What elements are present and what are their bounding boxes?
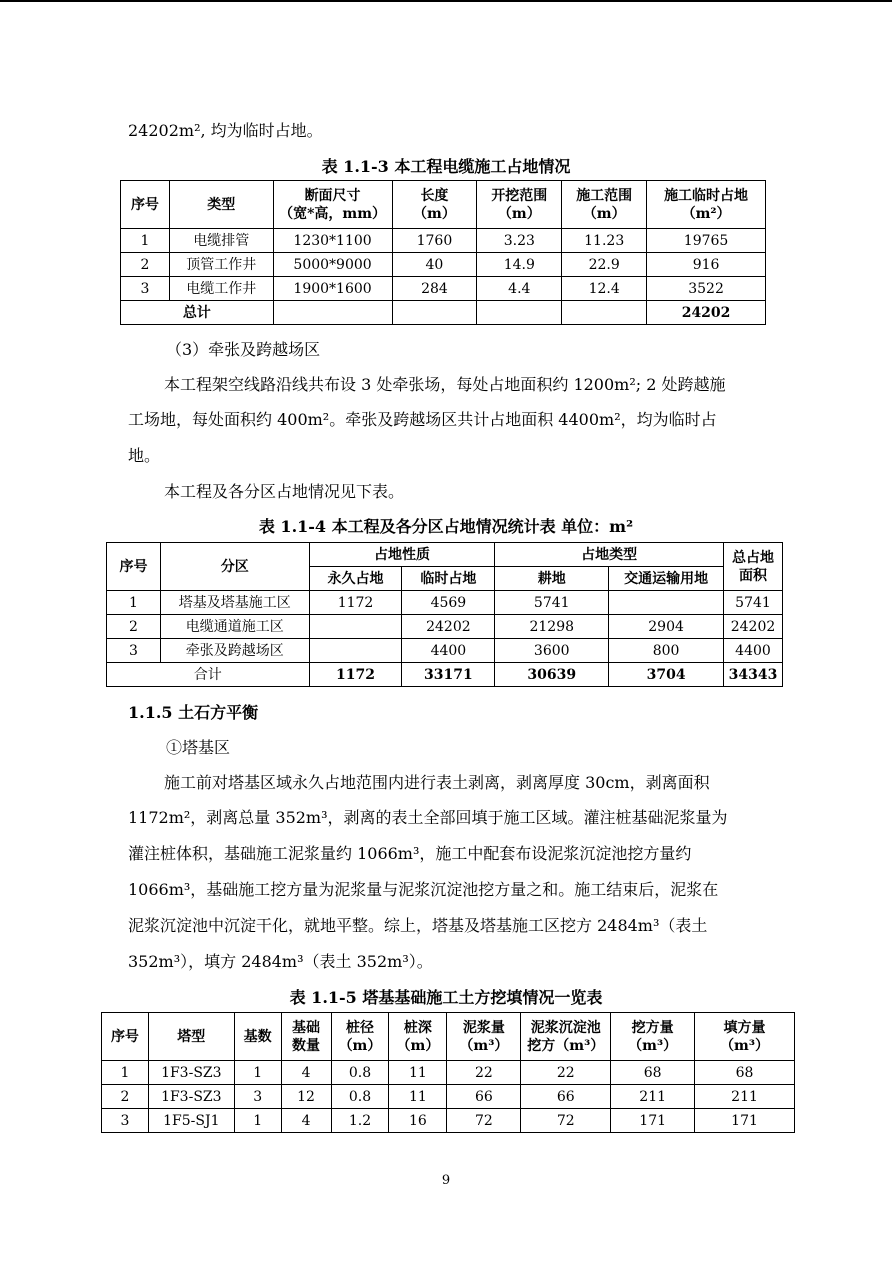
header-cell: 永久占地 bbox=[309, 567, 402, 591]
table-cell: 72 bbox=[521, 1109, 611, 1133]
header-cell: 耕地 bbox=[495, 567, 609, 591]
table-cell: 19765 bbox=[647, 229, 766, 253]
table-cell bbox=[309, 639, 402, 663]
header-cell: 分区 bbox=[160, 543, 309, 591]
table-cell: 3 bbox=[234, 1085, 281, 1109]
table-row bbox=[107, 639, 783, 663]
table-1-1-4 bbox=[106, 542, 783, 687]
paragraph-line: 1172m²，剥离总量 352m³，剥离的表土全部回填于施工区域。灌注桩基础泥浆量为 bbox=[128, 808, 728, 827]
header-cell: 开挖范围 （m） bbox=[477, 181, 562, 229]
header-cell: 长度 （m） bbox=[392, 181, 477, 229]
header-cell: 桩深 （m） bbox=[389, 1013, 447, 1061]
page-number: 9 bbox=[441, 1173, 451, 1188]
table-cell: 800 bbox=[609, 639, 724, 663]
table-cell: 12.4 bbox=[562, 277, 647, 301]
total-value: 1172 bbox=[309, 663, 402, 687]
total-value: 3704 bbox=[609, 663, 724, 687]
table-cell: 4400 bbox=[402, 639, 495, 663]
table-cell: 22 bbox=[521, 1061, 611, 1085]
table-cell: 1760 bbox=[392, 229, 477, 253]
table-1-1-4-caption: 表 1.1-4 本工程及各分区占地情况统计表 单位：m² bbox=[258, 517, 634, 536]
table-cell: 1 bbox=[234, 1109, 281, 1133]
page-top-border bbox=[0, 0, 892, 2]
table-cell: 2 bbox=[102, 1085, 149, 1109]
subheading-tower-area: ①塔基区 bbox=[166, 738, 231, 757]
table-total-row bbox=[121, 301, 766, 325]
paragraph-line: 施工前对塔基区域永久占地范围内进行表土剥离，剥离厚度 30cm，剥离面积 bbox=[164, 773, 710, 792]
table-cell: 牵张及跨越场区 bbox=[160, 639, 309, 663]
total-value: 24202 bbox=[647, 301, 766, 325]
table-cell: 171 bbox=[695, 1109, 795, 1133]
table-cell: 2904 bbox=[609, 615, 724, 639]
table-cell: 11.23 bbox=[562, 229, 647, 253]
table-cell bbox=[392, 301, 477, 325]
table-cell: 16 bbox=[389, 1109, 447, 1133]
table-cell: 66 bbox=[521, 1085, 611, 1109]
table-cell: 5000*9000 bbox=[273, 253, 392, 277]
table-1-1-5-caption: 表 1.1-5 塔基基础施工土方挖填情况一览表 bbox=[289, 988, 603, 1007]
section-heading-1-1-5: 1.1.5 土石方平衡 bbox=[128, 703, 259, 722]
table-cell bbox=[273, 301, 392, 325]
table-cell: 22 bbox=[447, 1061, 521, 1085]
header-cell: 基数 bbox=[234, 1013, 281, 1061]
header-cell: 序号 bbox=[107, 543, 161, 591]
paragraph-line: 24202m², 均为临时占地。 bbox=[128, 121, 323, 140]
table-cell: 211 bbox=[695, 1085, 795, 1109]
table-cell: 塔基及塔基施工区 bbox=[160, 591, 309, 615]
table-1-1-3-caption: 表 1.1-3 本工程电缆施工占地情况 bbox=[321, 157, 571, 176]
total-value: 34343 bbox=[723, 663, 782, 687]
header-cell: 占地类型 bbox=[495, 543, 724, 567]
paragraph-line: 352m³），填方 2484m³（表土 352m³）。 bbox=[128, 952, 433, 971]
table-header-row bbox=[121, 181, 766, 229]
table-cell bbox=[609, 591, 724, 615]
table-cell: 1 bbox=[234, 1061, 281, 1085]
header-cell: 桩径 （m） bbox=[331, 1013, 389, 1061]
total-value: 30639 bbox=[495, 663, 609, 687]
table-cell: 22.9 bbox=[562, 253, 647, 277]
table-cell: 284 bbox=[392, 277, 477, 301]
header-cell: 施工范围 （m） bbox=[562, 181, 647, 229]
table-header-row bbox=[107, 543, 783, 567]
table-cell bbox=[562, 301, 647, 325]
table-cell: 2 bbox=[121, 253, 170, 277]
table-cell: 4.4 bbox=[477, 277, 562, 301]
table-cell: 3 bbox=[121, 277, 170, 301]
table-cell: 1900*1600 bbox=[273, 277, 392, 301]
table-cell: 3.23 bbox=[477, 229, 562, 253]
header-cell: 泥浆沉淀池 挖方（m³） bbox=[521, 1013, 611, 1061]
table-cell: 4 bbox=[281, 1061, 331, 1085]
table-cell: 916 bbox=[647, 253, 766, 277]
table-cell: 11 bbox=[389, 1061, 447, 1085]
total-label: 总计 bbox=[121, 301, 274, 325]
table-row bbox=[102, 1109, 795, 1133]
table-cell: 3522 bbox=[647, 277, 766, 301]
table-cell: 14.9 bbox=[477, 253, 562, 277]
table-cell: 1F5-SJ1 bbox=[148, 1109, 234, 1133]
paragraph-line: 工场地，每处面积约 400m²。牵张及跨越场区共计占地面积 4400m²，均为临时占 bbox=[128, 410, 717, 429]
table-row bbox=[121, 253, 766, 277]
table-cell bbox=[309, 615, 402, 639]
header-cell: 临时占地 bbox=[402, 567, 495, 591]
table-cell: 24202 bbox=[723, 615, 782, 639]
table-cell: 68 bbox=[611, 1061, 695, 1085]
table-cell: 1 bbox=[107, 591, 161, 615]
table-cell: 0.8 bbox=[331, 1085, 389, 1109]
paragraph-line: 本工程及各分区占地情况见下表。 bbox=[164, 482, 405, 501]
table-cell: 顶管工作井 bbox=[169, 253, 273, 277]
table-cell: 4400 bbox=[723, 639, 782, 663]
table-cell: 171 bbox=[611, 1109, 695, 1133]
table-cell: 5741 bbox=[723, 591, 782, 615]
table-cell: 1172 bbox=[309, 591, 402, 615]
table-cell: 4 bbox=[281, 1109, 331, 1133]
header-cell: 挖方量 （m³） bbox=[611, 1013, 695, 1061]
header-cell: 类型 bbox=[169, 181, 273, 229]
table-row bbox=[121, 229, 766, 253]
header-cell: 塔型 bbox=[148, 1013, 234, 1061]
table-cell: 3600 bbox=[495, 639, 609, 663]
table-cell: 40 bbox=[392, 253, 477, 277]
total-value: 33171 bbox=[402, 663, 495, 687]
paragraph-line: 地。 bbox=[128, 446, 161, 465]
table-cell: 0.8 bbox=[331, 1061, 389, 1085]
table-cell: 3 bbox=[102, 1109, 149, 1133]
paragraph-line: 灌注桩体积，基础施工泥浆量约 1066m³，施工中配套布设泥浆沉淀池挖方量约 bbox=[128, 844, 692, 863]
header-cell: 总占地 面积 bbox=[723, 543, 782, 591]
header-cell: 序号 bbox=[121, 181, 170, 229]
table-cell: 电缆排管 bbox=[169, 229, 273, 253]
table-cell: 5741 bbox=[495, 591, 609, 615]
table-header-row bbox=[102, 1013, 795, 1061]
header-cell: 占地性质 bbox=[309, 543, 495, 567]
table-1-1-5 bbox=[101, 1012, 795, 1133]
table-cell: 1230*1100 bbox=[273, 229, 392, 253]
paragraph-line: 本工程架空线路沿线共布设 3 处牵张场，每处占地面积约 1200m²; 2 处跨越施 bbox=[164, 375, 726, 394]
table-cell: 4569 bbox=[402, 591, 495, 615]
table-cell: 电缆工作井 bbox=[169, 277, 273, 301]
table-cell: 72 bbox=[447, 1109, 521, 1133]
table-cell: 3 bbox=[107, 639, 161, 663]
table-row bbox=[102, 1061, 795, 1085]
table-cell: 1 bbox=[121, 229, 170, 253]
table-row bbox=[121, 277, 766, 301]
header-cell: 泥浆量 （m³） bbox=[447, 1013, 521, 1061]
header-cell: 断面尺寸 （宽*高，mm） bbox=[273, 181, 392, 229]
header-cell: 序号 bbox=[102, 1013, 149, 1061]
table-cell: 21298 bbox=[495, 615, 609, 639]
table-row bbox=[102, 1085, 795, 1109]
table-total-row bbox=[107, 663, 783, 687]
header-cell: 交通运输用地 bbox=[609, 567, 724, 591]
table-cell: 68 bbox=[695, 1061, 795, 1085]
header-cell: 填方量 （m³） bbox=[695, 1013, 795, 1061]
header-cell: 基础 数量 bbox=[281, 1013, 331, 1061]
table-cell: 66 bbox=[447, 1085, 521, 1109]
table-row bbox=[107, 615, 783, 639]
section-heading-3: （3）牵张及跨越场区 bbox=[166, 340, 321, 359]
header-cell: 施工临时占地 （m²） bbox=[647, 181, 766, 229]
paragraph-line: 1066m³，基础施工挖方量为泥浆量与泥浆沉淀池挖方量之和。施工结束后，泥浆在 bbox=[128, 880, 719, 899]
table-cell: 1 bbox=[102, 1061, 149, 1085]
table-cell: 电缆通道施工区 bbox=[160, 615, 309, 639]
table-cell: 12 bbox=[281, 1085, 331, 1109]
table-cell: 1.2 bbox=[331, 1109, 389, 1133]
table-cell: 24202 bbox=[402, 615, 495, 639]
table-cell: 2 bbox=[107, 615, 161, 639]
table-cell: 11 bbox=[389, 1085, 447, 1109]
total-label: 合计 bbox=[107, 663, 310, 687]
table-1-1-3 bbox=[120, 180, 766, 325]
table-cell bbox=[477, 301, 562, 325]
table-cell: 1F3-SZ3 bbox=[148, 1085, 234, 1109]
table-cell: 211 bbox=[611, 1085, 695, 1109]
table-row bbox=[107, 591, 783, 615]
table-cell: 1F3-SZ3 bbox=[148, 1061, 234, 1085]
paragraph-line: 泥浆沉淀池中沉淀干化，就地平整。综上，塔基及塔基施工区挖方 2484m³（表土 bbox=[128, 916, 708, 935]
